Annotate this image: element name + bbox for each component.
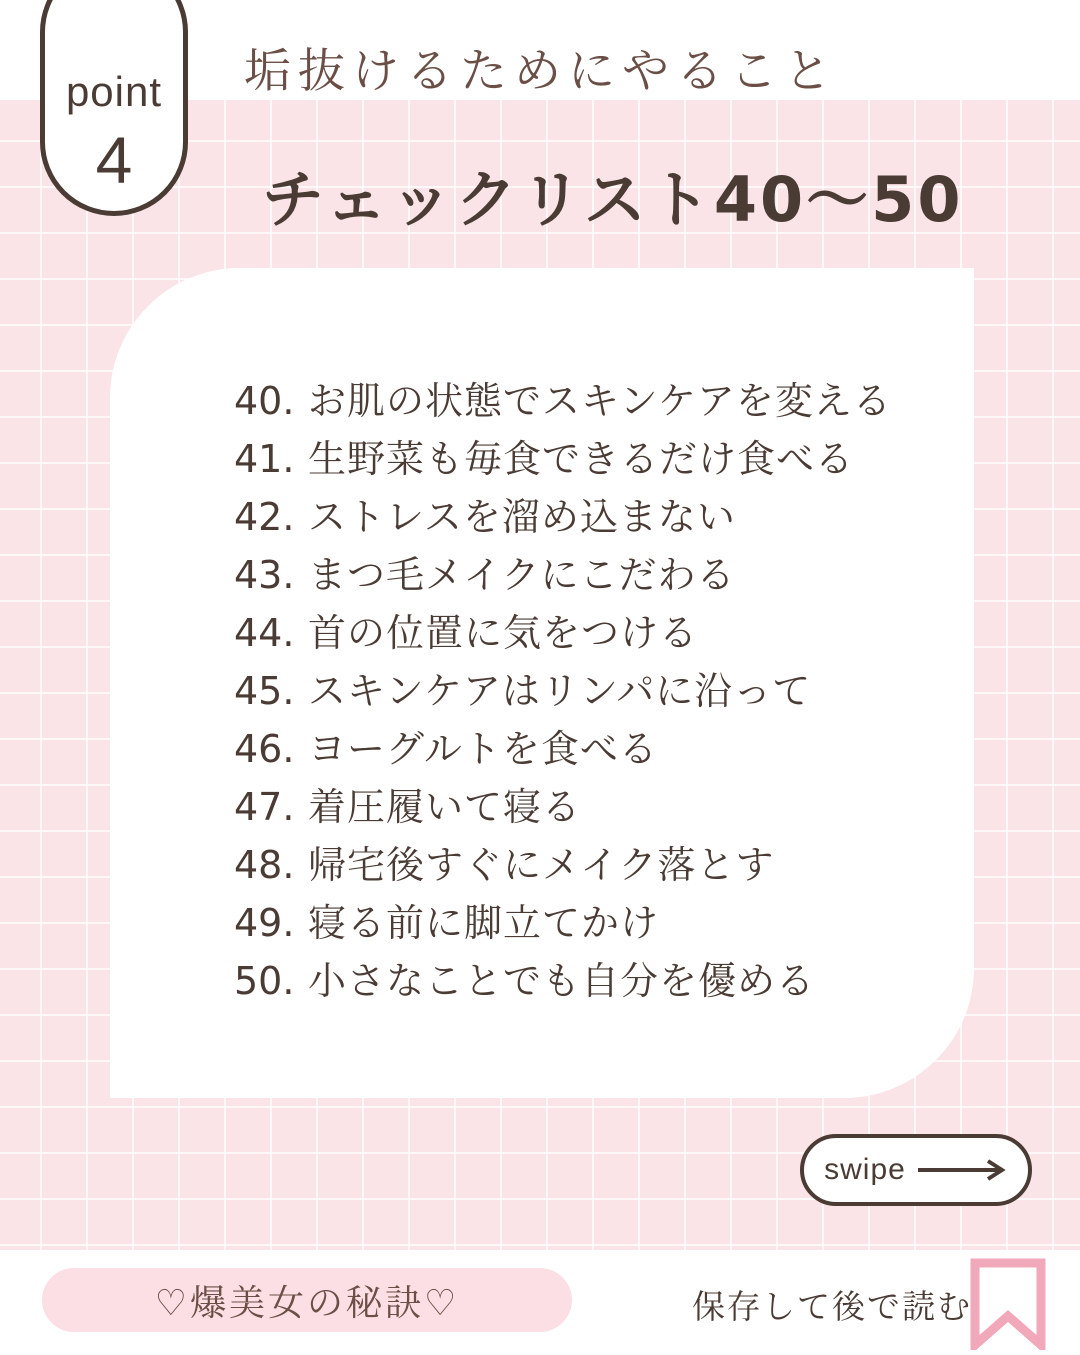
list-item-number: 46. [234, 727, 295, 771]
list-item-number: 47. [234, 785, 295, 829]
point-badge-word: point [65, 68, 163, 115]
list-item-label: 寝る前に脚立てかけ [308, 901, 660, 945]
list-item-label: お肌の状態でスキンケアを変える [308, 379, 892, 423]
arrow-right-icon [916, 1159, 1008, 1181]
list-item-number: 42. [234, 495, 295, 539]
list-item [234, 544, 892, 602]
list-item [234, 834, 892, 892]
list-item [234, 718, 892, 776]
point-badge [40, 0, 188, 216]
list-item-label: 首の位置に気をつける [308, 611, 699, 655]
list-item-number: 41. [234, 437, 295, 481]
list-item-label: 着圧履いて寝る [308, 785, 582, 829]
list-item-label: 生野菜も毎食できるだけ食べる [308, 437, 855, 481]
list-item-number: 50. [234, 959, 295, 1003]
list-item-number: 43. [234, 553, 295, 597]
swipe-label: swipe [824, 1153, 906, 1186]
page-title: チェックリスト40〜50 [262, 163, 964, 236]
list-item [234, 776, 892, 834]
list-item-number: 48. [234, 843, 295, 887]
list-item-label: まつ毛メイクにこだわる [308, 553, 736, 597]
list-item-label: ストレスを溜め込まない [308, 495, 736, 539]
footer-tag-pill [42, 1268, 572, 1332]
swipe-button[interactable] [800, 1134, 1032, 1206]
point-badge-number: 4 [95, 123, 133, 197]
list-item [234, 370, 892, 428]
list-item-label: スキンケアはリンパに沿って [308, 669, 812, 713]
checklist-card [110, 268, 974, 1098]
kicker-heading: 垢抜けるためにやること [244, 44, 838, 99]
list-item [234, 602, 892, 660]
list-item [234, 892, 892, 950]
list-item-number: 44. [234, 611, 295, 655]
list-item [234, 660, 892, 718]
list-item-label: ヨーグルトを食べる [308, 727, 658, 771]
save-hint-label: 保存して後で読む [692, 1287, 972, 1326]
list-item-number: 45. [234, 669, 295, 713]
list-item [234, 950, 892, 1008]
list-item-number: 40. [234, 379, 295, 423]
list-item [234, 486, 892, 544]
list-item-label: 小さなことでも自分を優める [308, 959, 816, 1003]
bookmark-icon[interactable] [968, 1258, 1048, 1355]
list-item [234, 428, 892, 486]
list-item-label: 帰宅後すぐにメイク落とす [308, 843, 775, 887]
list-item-number: 49. [234, 901, 295, 945]
checklist [234, 370, 892, 1008]
footer-tag-label: ♡爆美女の秘訣♡ [154, 1282, 460, 1324]
